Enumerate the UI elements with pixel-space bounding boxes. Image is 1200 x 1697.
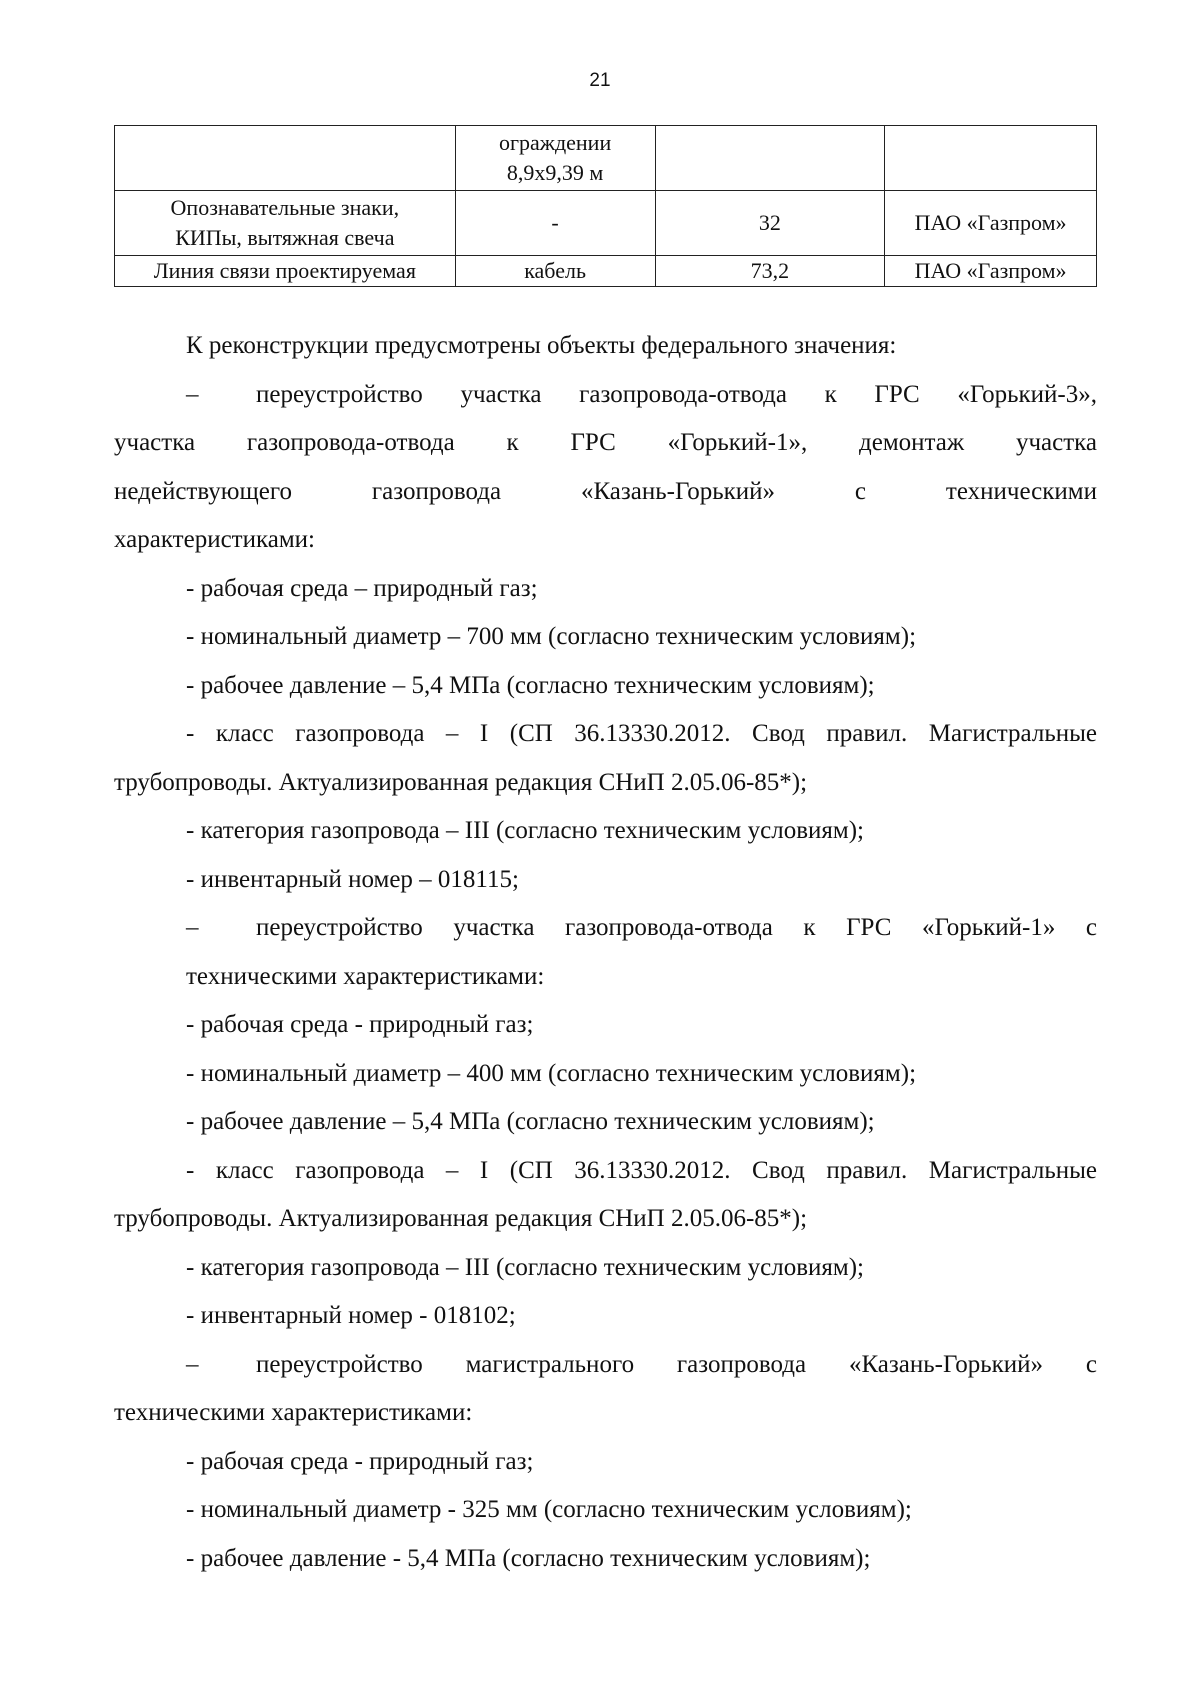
table-cell: 73,2 [655,256,885,287]
table-cell: Линия связи проектируемая [115,256,456,287]
list-item [114,371,1097,420]
table-cell [655,126,885,191]
text-line: недействующего газопровода «Казань-Горький» с техническими [114,477,1097,505]
text-line: техническими характеристиками: [114,1399,473,1426]
text-line: переустройство участка газопровода-отвода к ГРС «Горький-1» с [256,914,1097,941]
text-line: - рабочая среда - природный газ; [186,1011,534,1038]
table-cell: Опознавательные знаки, КИПы, вытяжная свеча [115,191,456,256]
text-line: - номинальный диаметр – 400 мм (согласно техническим условиям); [186,1059,917,1087]
table-cell: ПАО «Газпром» [885,191,1097,256]
dash-marker: – [186,380,199,408]
table-cell [885,126,1097,191]
list-item [114,904,1097,953]
text-line: - класс газопровода – I (СП 36.13330.2012. Свод правил. Магистральные [186,720,1097,747]
table-cell: ограждении 8,9х9,39 м [455,126,655,191]
text-line: - номинальный диаметр – 700 мм (согласно техническим условиям); [186,623,917,650]
table-cell: - [455,191,655,256]
text-line: - категория газопровода – III (согласно техническим условиям); [186,1253,864,1281]
dash-marker: – [186,914,199,941]
text-line: - рабочее давление - 5,4 МПа (согласно техническим условиям); [186,1544,871,1572]
text-line: К реконструкции предусмотрены объекты федерального значения: [186,332,897,359]
table-row [115,256,1097,287]
text-line: трубопроводы. Актуализированная редакция СНиП 2.05.06-85*); [114,768,808,796]
text-line: - инвентарный номер – 018115; [186,865,519,893]
text-line: - класс газопровода – I (СП 36.13330.2012. Свод правил. Магистральные [186,1156,1097,1184]
text-line: - рабочая среда - природный газ; [186,1447,534,1475]
body-text [114,322,1097,1583]
list-item [114,1341,1097,1390]
text-line: участка газопровода-отвода к ГРС «Горький-1», демонтаж участка [114,429,1097,456]
text-line: трубопроводы. Актуализированная редакция СНиП 2.05.06-85*); [114,1205,808,1232]
text-line: - рабочая среда – природный газ; [186,574,538,602]
dash-marker: – [186,1350,199,1378]
text-line: техническими характеристиками: [186,962,545,990]
objects-table [114,125,1097,287]
text-line: - номинальный диаметр - 325 мм (согласно техническим условиям); [186,1496,912,1523]
text-line: - инвентарный номер - 018102; [186,1302,516,1329]
page-number: 21 [589,70,611,91]
text-line: - рабочее давление – 5,4 МПа (согласно техническим условиям); [186,671,875,699]
text-line: - рабочее давление – 5,4 МПа (согласно техническим условиям); [186,1108,875,1135]
table-cell: ПАО «Газпром» [885,256,1097,287]
table-cell: 32 [655,191,885,256]
table-cell [115,126,456,191]
text-line: переустройство магистрального газопровода «Казань-Горький» с [256,1350,1097,1378]
table-row [115,126,1097,191]
table-row [115,191,1097,256]
text-line: - категория газопровода – III (согласно техническим условиям); [186,817,864,844]
text-line: характеристиками: [114,526,315,553]
text-line: переустройство участка газопровода-отвода к ГРС «Горький-3», [256,380,1097,408]
table-cell: кабель [455,256,655,287]
